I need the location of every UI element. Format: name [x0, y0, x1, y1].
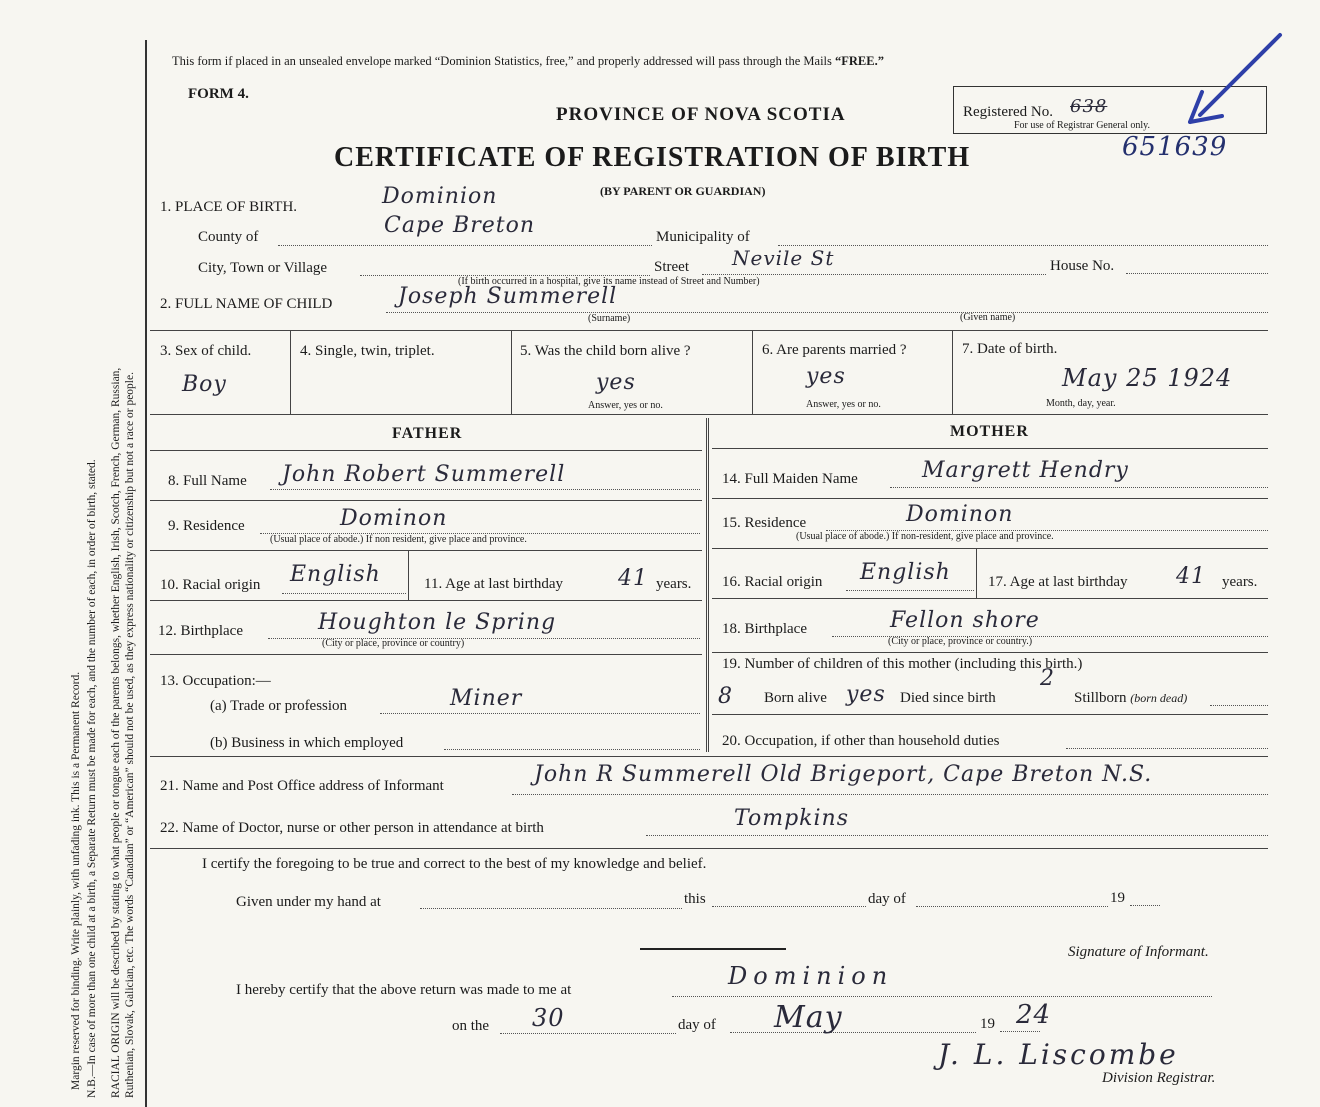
margin-note-racial-1: RACIAL ORIGIN will be described by stating to what people or tongue each of the parents belongs, whether English, Irish, Scotch, French, German, Russian,	[110, 367, 122, 1098]
mother-racial-origin-line	[846, 590, 974, 591]
sex-label: 3. Sex of child.	[160, 343, 252, 359]
trade-value: Miner	[450, 686, 523, 711]
month-line	[916, 906, 1108, 907]
children-count-label: 19. Number of children of this mother (including this birth.)	[722, 656, 1083, 672]
mother-row-16-rule	[712, 598, 1268, 599]
mother-row-18-rule	[712, 652, 1268, 653]
street-label: Street	[654, 259, 689, 275]
born-alive-value: yes	[846, 682, 886, 707]
bottom-section-rule	[150, 756, 1268, 757]
certify-statement: I certify the foregoing to be true and correct to the best of my knowledge and belief.	[202, 856, 707, 872]
mother-residence-label: 15. Residence	[722, 515, 807, 531]
registered-no-struck: 638	[1070, 96, 1108, 117]
division-registrar-label: Division Registrar.	[1102, 1070, 1216, 1086]
mother-racial-origin-label: 16. Racial origin	[722, 574, 823, 590]
this-day-line	[712, 906, 866, 907]
col-divider-4	[952, 330, 953, 414]
father-birthplace-note: (City or place, province or country)	[322, 638, 465, 649]
mother-birthplace-label: 18. Birthplace	[722, 621, 807, 637]
parents-married-label: 6. Are parents married ?	[762, 342, 907, 358]
place-of-birth-value: Dominion	[382, 184, 498, 209]
full-name-child-label: 2. FULL NAME OF CHILD	[160, 296, 333, 312]
year-line	[1130, 905, 1160, 906]
form-number: FORM 4.	[188, 86, 249, 102]
given-name-note: (Given name)	[960, 312, 1016, 323]
registrar-signature: J. L. Liscombe	[938, 1038, 1179, 1071]
parents-married-note: Answer, yes or no.	[806, 399, 881, 410]
died-since-birth-label: Died since birth	[900, 690, 996, 706]
father-full-name-value: John Robert Summerell	[282, 462, 566, 487]
hereby-place-line	[672, 996, 1212, 997]
registered-no-note: For use of Registrar General only.	[1014, 120, 1150, 131]
mail-note-text: This form if placed in an unsealed envelope marked “Dominion Statistics, free,” and properly addressed will pass through the Mails	[172, 54, 836, 68]
father-heading-rule	[150, 450, 702, 451]
born-alive-q-label: 5. Was the child born alive ?	[520, 343, 691, 359]
margin-note-nb: N.B.—In case of more than one child at a birth, a Separate Return must be made for each, and the number of each, in order of birth, stated.	[86, 459, 98, 1098]
parents-married-value: yes	[806, 364, 846, 389]
father-full-name-label: 8. Full Name	[168, 473, 247, 489]
father-racial-divider	[408, 550, 409, 600]
father-birthplace-label: 12. Birthplace	[158, 623, 243, 639]
trade-line	[380, 713, 700, 714]
sex-value: Boy	[182, 372, 227, 397]
check-arrow-icon	[1180, 30, 1300, 140]
month-line-2	[730, 1032, 976, 1033]
given-place-line	[420, 908, 682, 909]
surname-note: (Surname)	[588, 313, 631, 324]
mail-note-free: “FREE.”	[835, 54, 884, 68]
year-value: 24	[1016, 1000, 1052, 1030]
county-value: Cape Breton	[384, 213, 536, 238]
date-of-birth-note: Month, day, year.	[1046, 398, 1116, 409]
informant-value: John R Summerell Old Brigeport, Cape Breton N.S.	[534, 762, 1153, 787]
mother-residence-note: (Usual place of abode.) If non-resident, give place and province.	[796, 531, 1054, 542]
mother-occupation-line	[1066, 748, 1268, 749]
mother-row-14-rule	[712, 498, 1268, 499]
street-value: Nevile St	[732, 246, 835, 270]
registered-number-handwritten: 651639	[1122, 132, 1228, 162]
house-no-label: House No.	[1050, 258, 1115, 274]
hospital-note: (If birth occurred in a hospital, give its name instead of Street and Number)	[458, 276, 760, 287]
father-age-label: 11. Age at last birthday	[424, 576, 563, 592]
given-under-hand-label: Given under my hand at	[236, 894, 381, 910]
occupation-label: 13. Occupation:—	[160, 673, 271, 689]
father-racial-origin-value: English	[290, 562, 381, 587]
father-birthplace-value: Houghton le Spring	[318, 610, 557, 635]
trade-label: (a) Trade or profession	[210, 698, 348, 714]
signature-informant-label: Signature of Informant.	[1068, 944, 1209, 960]
born-alive-q-value: yes	[596, 370, 636, 395]
margin-note-binding: Margin reserved for binding. Write plainly, with unfading ink. This is a Permanent Record.	[70, 671, 82, 1090]
year-19-label: 19	[1110, 890, 1125, 906]
father-residence-value: Dominon	[340, 506, 448, 531]
father-age-value: 41	[618, 566, 648, 591]
row-divider-top	[150, 330, 1268, 331]
father-residence-label: 9. Residence	[168, 518, 245, 534]
mother-occupation-label: 20. Occupation, if other than household duties	[722, 733, 1000, 749]
date-of-birth-label: 7. Date of birth.	[962, 341, 1058, 357]
mother-maiden-name-line	[890, 487, 1268, 488]
business-line	[444, 749, 700, 750]
born-alive-label: Born alive	[764, 690, 827, 706]
street-line	[702, 274, 1046, 275]
mother-residence-value: Dominon	[906, 502, 1014, 527]
province-heading: PROVINCE OF NOVA SCOTIA	[556, 104, 846, 125]
mother-birthplace-note: (City or place, province or country.)	[888, 636, 1033, 647]
born-alive-q-note: Answer, yes or no.	[588, 400, 663, 411]
year-line-2	[1000, 1031, 1040, 1032]
house-no-line	[1126, 273, 1268, 274]
business-label: (b) Business in which employed	[210, 735, 404, 751]
mail-note	[172, 54, 884, 69]
mother-row-19-rule	[712, 714, 1268, 715]
county-line	[278, 245, 652, 246]
father-row-12-rule	[150, 654, 702, 655]
informant-line	[512, 794, 1268, 795]
informant-signature-line	[640, 948, 786, 950]
row-divider-bottom	[150, 414, 1268, 415]
margin-note-racial-2: Ruthenian, Slovak, Galician, etc. The words “Canadian” or “American” should not be used, as they express nationality or citizenship but not a race or people.	[124, 372, 136, 1098]
col-divider-1	[290, 330, 291, 414]
binding-margin-line	[145, 40, 147, 1107]
mother-racial-divider	[976, 548, 977, 598]
certificate-title: CERTIFICATE OF REGISTRATION OF BIRTH	[334, 142, 971, 173]
mother-heading-rule	[712, 448, 1268, 449]
stillborn-text: Stillborn	[1074, 690, 1127, 706]
municipality-label: Municipality of	[656, 229, 750, 245]
father-full-name-line	[270, 489, 700, 490]
father-racial-origin-label: 10. Racial origin	[160, 577, 261, 593]
father-residence-note: (Usual place of abode.) If non resident, give place and province.	[270, 534, 527, 545]
doctor-line	[646, 835, 1268, 836]
col-divider-3	[752, 330, 753, 414]
city-label: City, Town or Village	[198, 260, 328, 276]
certificate-subtitle: (BY PARENT OR GUARDIAN)	[600, 184, 766, 198]
mother-row-15-rule	[712, 548, 1268, 549]
stillborn-note: (born dead)	[1130, 691, 1188, 705]
day-of-label-2: day of	[678, 1017, 716, 1033]
father-row-8-rule	[150, 500, 702, 501]
stillborn-label	[1074, 690, 1187, 707]
father-years-label: years.	[656, 576, 692, 592]
father-racial-origin-line	[282, 593, 406, 594]
this-label: this	[684, 891, 706, 907]
informant-label: 21. Name and Post Office address of Informant	[160, 778, 444, 794]
full-name-child-value: Joseph Summerell	[398, 284, 618, 309]
on-the-label: on the	[452, 1018, 490, 1034]
on-the-line	[500, 1033, 676, 1034]
mother-heading: MOTHER	[950, 423, 1029, 440]
mother-years-label: years.	[1222, 574, 1258, 590]
certify-section-rule	[150, 848, 1268, 849]
children-count-value: 8	[718, 684, 733, 709]
mother-maiden-name-value: Margrett Hendry	[922, 458, 1129, 483]
died-since-birth-value: 2	[1040, 666, 1055, 691]
stillborn-line	[1210, 705, 1268, 706]
father-mother-divider	[706, 418, 709, 752]
father-row-10-rule	[150, 600, 702, 601]
single-twin-label: 4. Single, twin, triplet.	[300, 343, 435, 359]
registered-no-label: Registered No.	[963, 104, 1053, 120]
father-row-9-rule	[150, 550, 702, 551]
place-of-birth-label: 1. PLACE OF BIRTH.	[160, 199, 298, 215]
hereby-place-value: Dominion	[728, 962, 894, 990]
mother-age-value: 41	[1176, 564, 1206, 589]
municipality-line	[778, 245, 1268, 246]
mother-maiden-name-label: 14. Full Maiden Name	[722, 471, 858, 487]
doctor-label: 22. Name of Doctor, nurse or other person in attendance at birth	[160, 820, 544, 836]
year-prefix-label: 19	[980, 1016, 995, 1032]
month-value: May	[774, 1000, 843, 1035]
on-the-value: 30	[532, 1004, 565, 1032]
county-label: County of	[198, 229, 259, 245]
father-heading: FATHER	[392, 425, 463, 442]
col-divider-2	[511, 330, 512, 414]
mother-birthplace-value: Fellon shore	[890, 608, 1040, 633]
mother-age-label: 17. Age at last birthday	[988, 574, 1128, 590]
day-of-label: day of	[868, 891, 906, 907]
full-name-child-line	[386, 312, 1268, 313]
hereby-certify-label: I hereby certify that the above return was made to me at	[236, 982, 572, 998]
date-of-birth-value: May 25 1924	[1062, 364, 1233, 392]
mother-racial-origin-value: English	[860, 560, 951, 585]
doctor-value: Tompkins	[734, 806, 849, 831]
